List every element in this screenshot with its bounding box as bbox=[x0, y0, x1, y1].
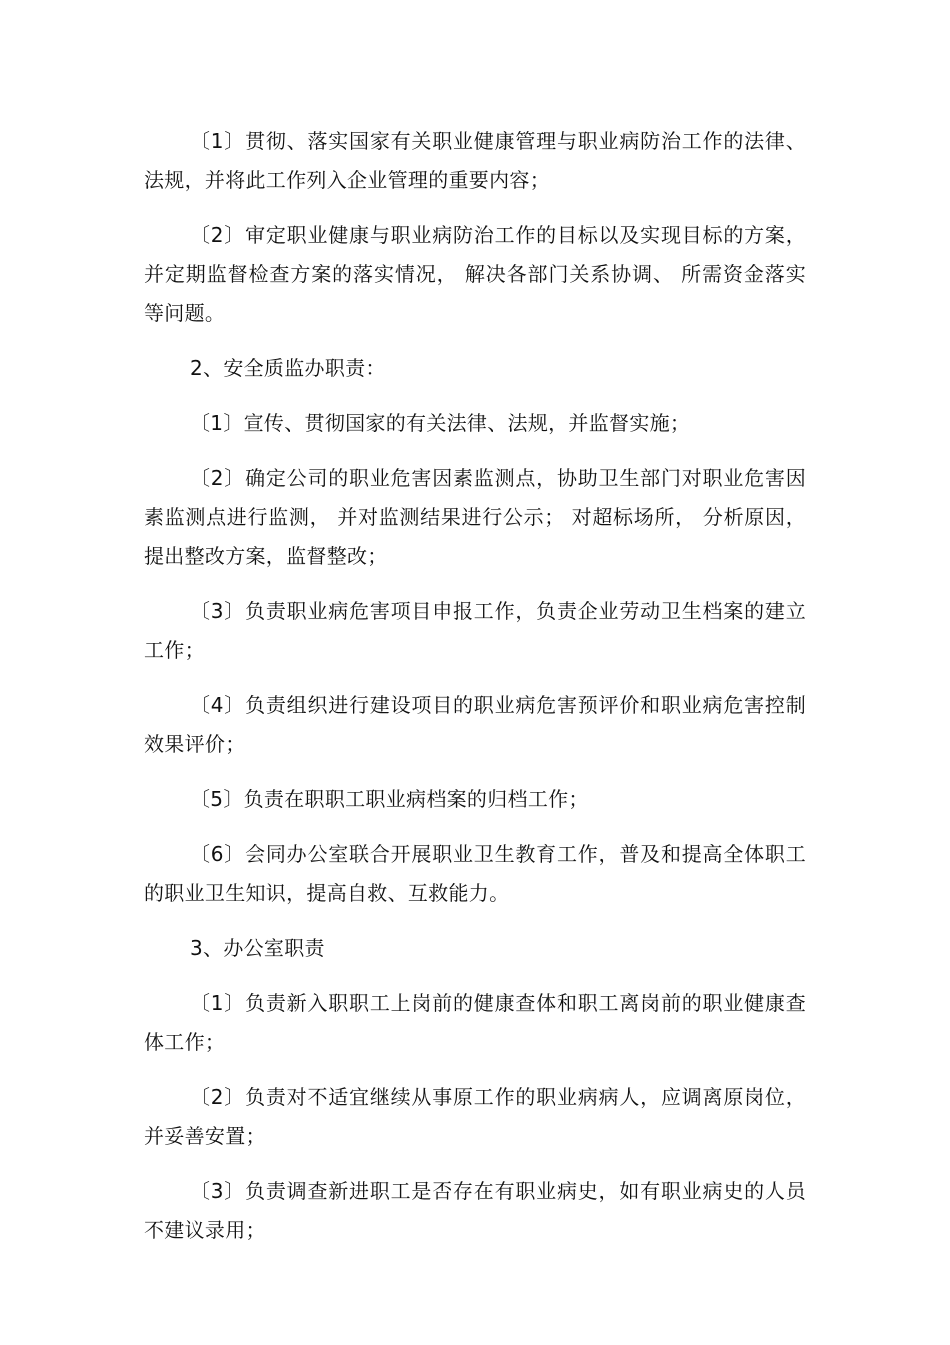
paragraph-3-3: 〔3〕负责调查新进职工是否存在有职业病史，如有职业病史的人员不建议录用； bbox=[144, 1179, 806, 1242]
paragraph-2-4: 〔4〕负责组织进行建设项目的职业病危害预评价和职业病危害控制效果评价； bbox=[144, 693, 806, 756]
document-body bbox=[144, 122, 806, 1266]
paragraph-2-3: 〔3〕负责职业病危害项目申报工作，负责企业劳动卫生档案的建立工作； bbox=[144, 599, 806, 662]
paragraph-2-2: 〔2〕确定公司的职业危害因素监测点，协助卫生部门对职业危害因素监测点进行监测， 并对监测结果进行公示； 对超标场所， 分析原因，提出整改方案，监督整改； bbox=[144, 466, 806, 568]
paragraph-2-6: 〔6〕会同办公室联合开展职业卫生教育工作，普及和提高全体职工的职业卫生知识，提高自救、互救能力。 bbox=[144, 842, 806, 905]
section-heading-2: 2、安全质监办职责： bbox=[190, 356, 386, 380]
paragraph-3-1: 〔1〕负责新入职职工上岗前的健康查体和职工离岗前的职业健康查体工作； bbox=[144, 991, 806, 1054]
paragraph-1-2: 〔2〕审定职业健康与职业病防治工作的目标以及实现目标的方案，并定期监督检查方案的落实情况， 解决各部门关系协调、 所需资金落实等问题。 bbox=[144, 223, 806, 325]
section-heading-3: 3、办公室职责 bbox=[190, 936, 325, 960]
paragraph-2-1: 〔1〕宣传、贯彻国家的有关法律、法规，并监督实施； bbox=[190, 411, 691, 435]
paragraph-1-1: 〔1〕贯彻、落实国家有关职业健康管理与职业病防治工作的法律、法规，并将此工作列入企业管理的重要内容； bbox=[144, 129, 806, 192]
paragraph-2-5: 〔5〕负责在职职工职业病档案的归档工作； bbox=[190, 787, 589, 811]
paragraph-3-2: 〔2〕负责对不适宜继续从事原工作的职业病病人，应调离原岗位，并妥善安置； bbox=[144, 1085, 806, 1148]
